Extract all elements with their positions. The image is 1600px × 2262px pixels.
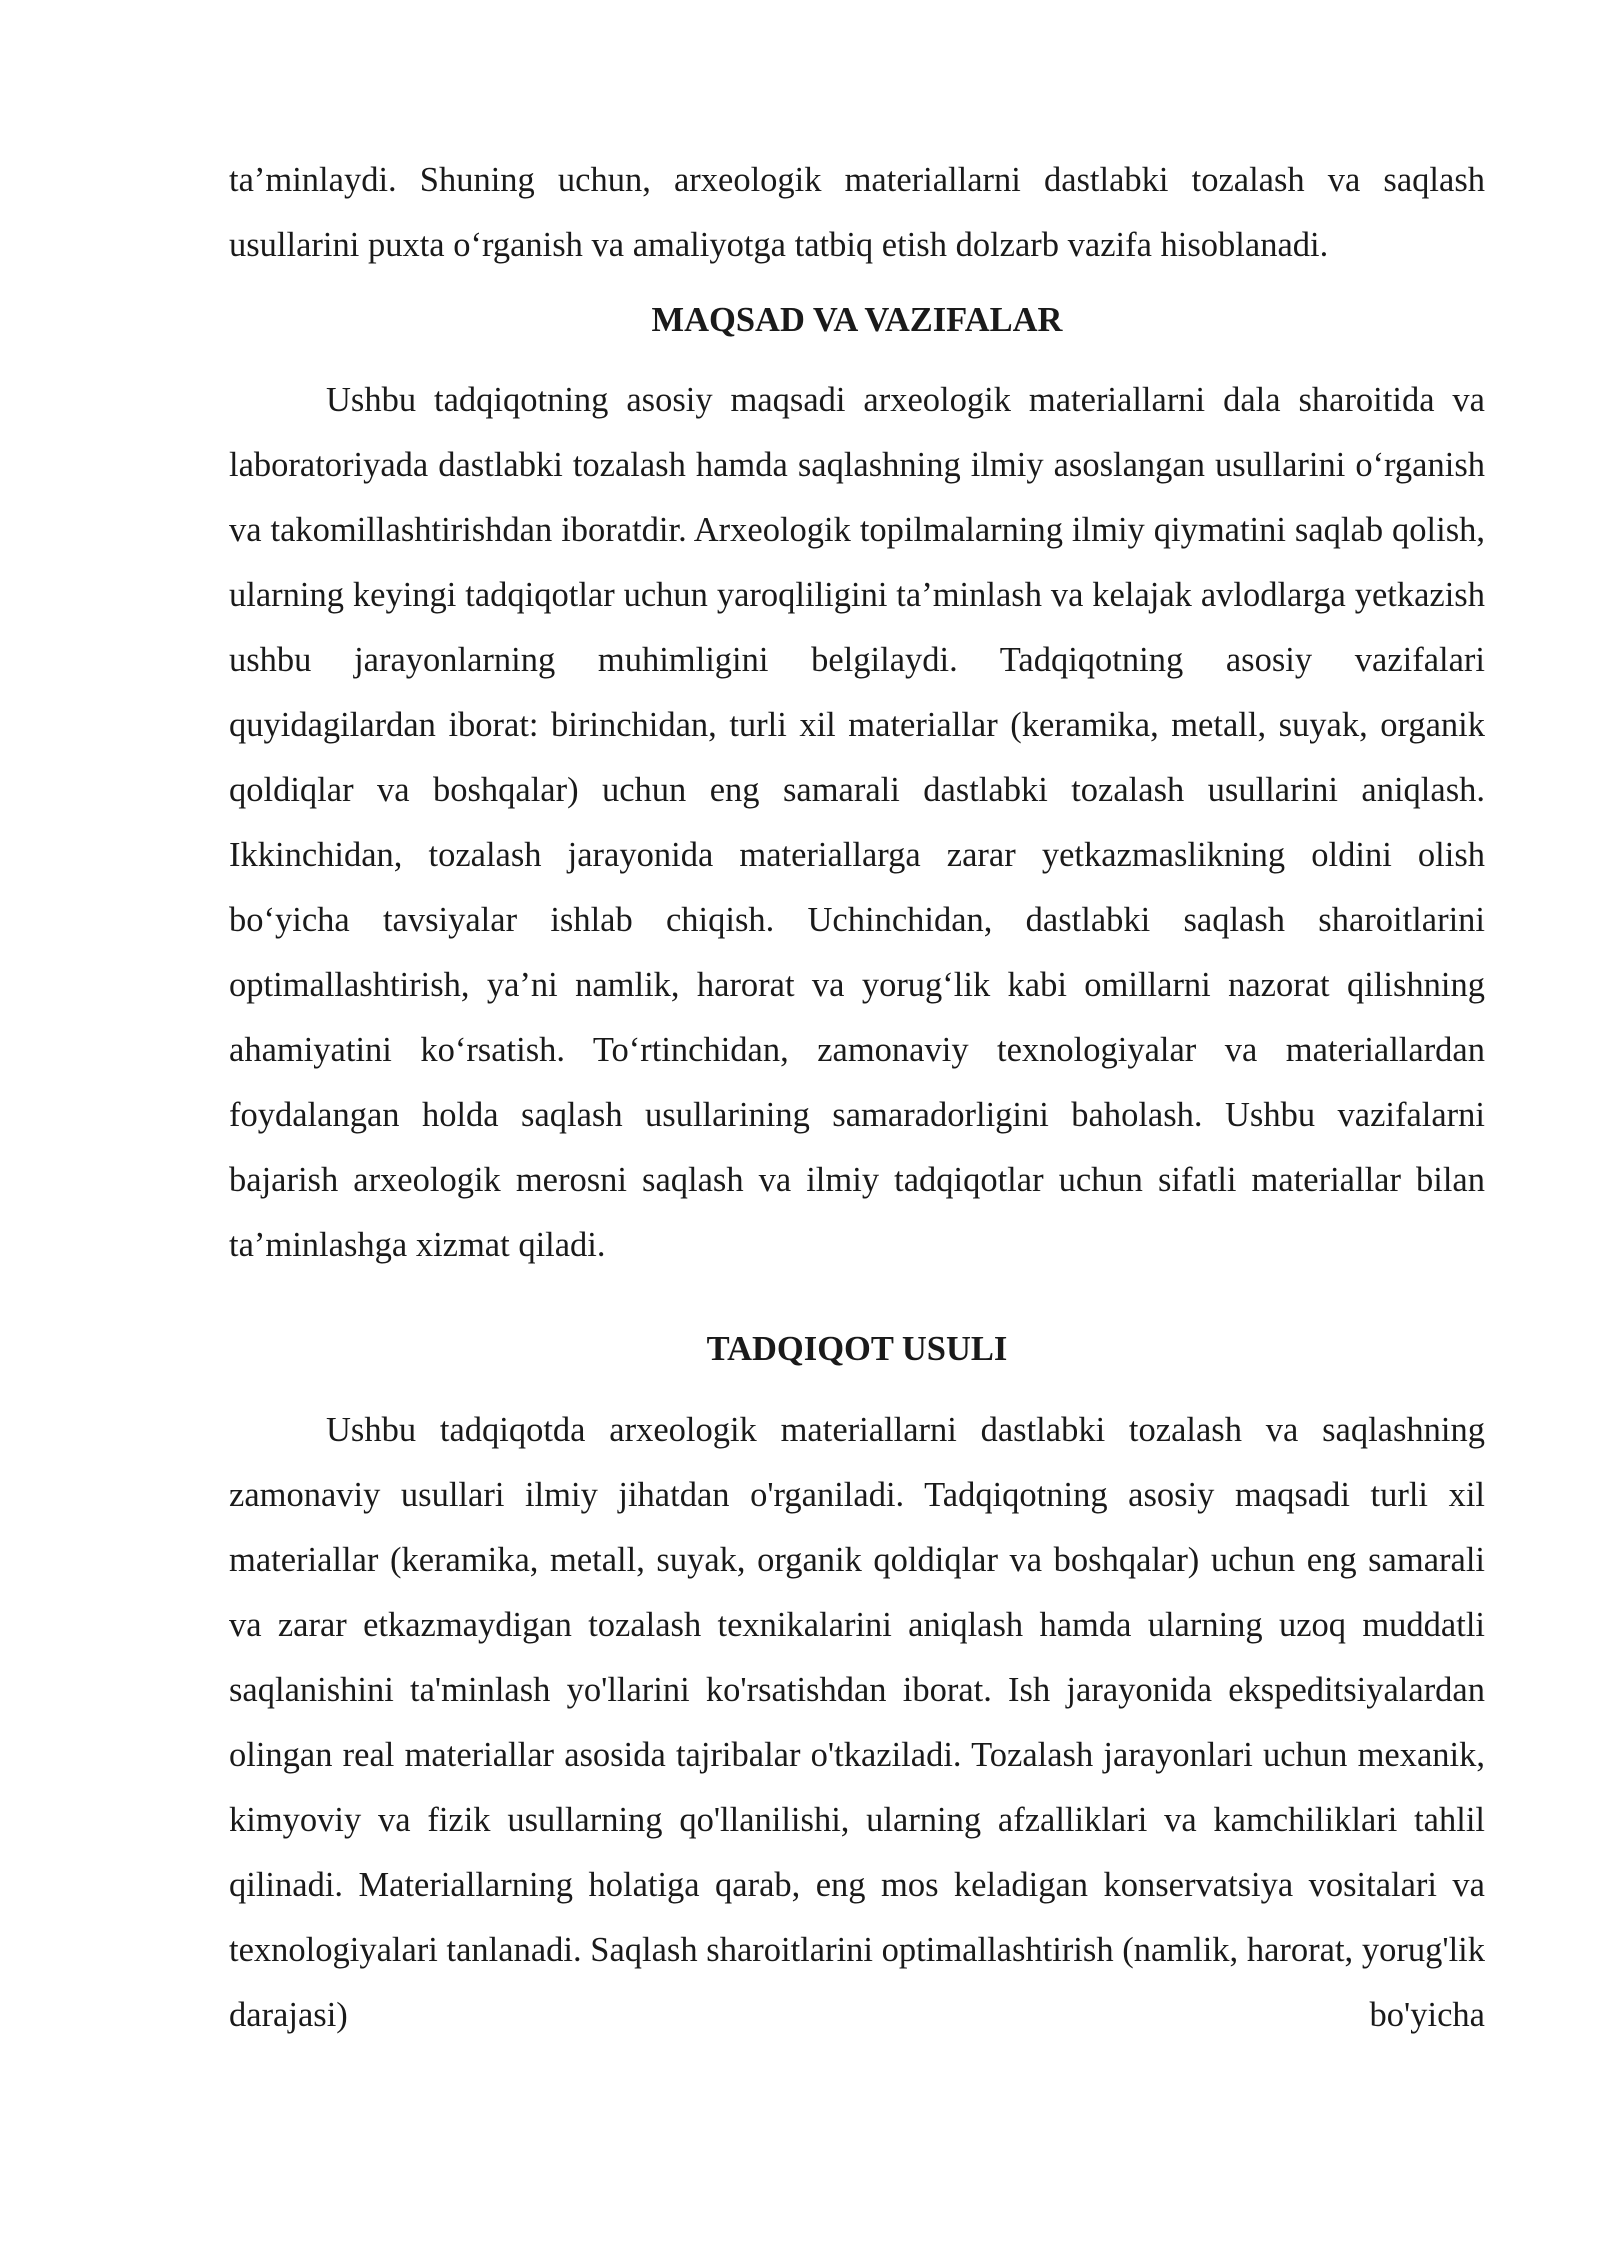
continuation-paragraph: ta’minlaydi. Shuning uchun, arxeologik materiallarni dastlabki tozalash va saqlash usullarini puxta o‘rganish va amaliyotga tatbiq etish dolzarb vazifa hisoblanadi. [229, 161, 1485, 264]
section-heading-tadqiqot-usuli: TADQIQOT USULI [706, 1330, 1008, 1368]
section-paragraph-tadqiqot-usuli: Ushbu tadqiqotda arxeologik materiallarni dastlabki tozalash va saqlashning zamonaviy usullari ilmiy jihatdan o'rganiladi. Tadqiqotning asosiy maqsadi turli xil materiallar (keramika, metall, suyak, organik qoldiqlar va boshqalar) uchun eng samarali va zarar etkazmaydigan tozalash texnikalarini aniqlash hamda ularning uzoq muddatli saqlanishini ta'minlash yo'llarini ko'rsatishdan iborat. Ish jarayonida ekspeditsiyalardan olingan real materiallar asosida tajribalar o'tkaziladi. Tozalash jarayonlari uchun mexanik, kimyoviy va fizik usullarning qo'llanilishi, ularning afzalliklari va kamchiliklari tahlil qilinadi. Materiallarning holatiga qarab, eng mos keladigan konservatsiya vositalari va texnologiyalari tanlanadi. Saqlash sharoitlarini optimallashtirish (namlik, harorat, yorug'lik darajasi) bo'yicha [229, 1411, 1485, 2034]
section-heading-maqsad-va-vazifalar: MAQSAD VA VAZIFALAR [651, 301, 1063, 339]
section-paragraph-maqsad-va-vazifalar: Ushbu tadqiqotning asosiy maqsadi arxeologik materiallarni dala sharoitida va laboratoriyada dastlabki tozalash hamda saqlashning ilmiy asoslangan usullarini o‘rganish va takomillashtirishdan iboratdir. Arxeologik topilmalarning ilmiy qiymatini saqlab qolish, ularning keyingi tadqiqotlar uchun yaroqliligini ta’minlash va kelajak avlodlarga yetkazish ushbu jarayonlarning muhimligini belgilaydi. Tadqiqotning asosiy vazifalari quyidagilardan iborat: birinchidan, turli xil materiallar (keramika, metall, suyak, organik qoldiqlar va boshqalar) uchun eng samarali dastlabki tozalash usullarini aniqlash. Ikkinchidan, tozalash jarayonida materiallarga zarar yetkazmaslikning oldini olish bo‘yicha tavsiyalar ishlab chiqish. Uchinchidan, dastlabki saqlash sharoitlarini optimallashtirish, ya’ni namlik, harorat va yorug‘lik kabi omillarni nazorat qilishning ahamiyatini ko‘rsatish. To‘rtinchidan, zamonaviy texnologiyalar va materiallardan foydalangan holda saqlash usullarining samaradorligini baholash. Ushbu vazifalarni bajarish arxeologik merosni saqlash va ilmiy tadqiqotlar uchun sifatli materiallar bilan ta’minlashga xizmat qiladi. [229, 381, 1485, 1264]
document-page [229, 148, 1485, 2048]
